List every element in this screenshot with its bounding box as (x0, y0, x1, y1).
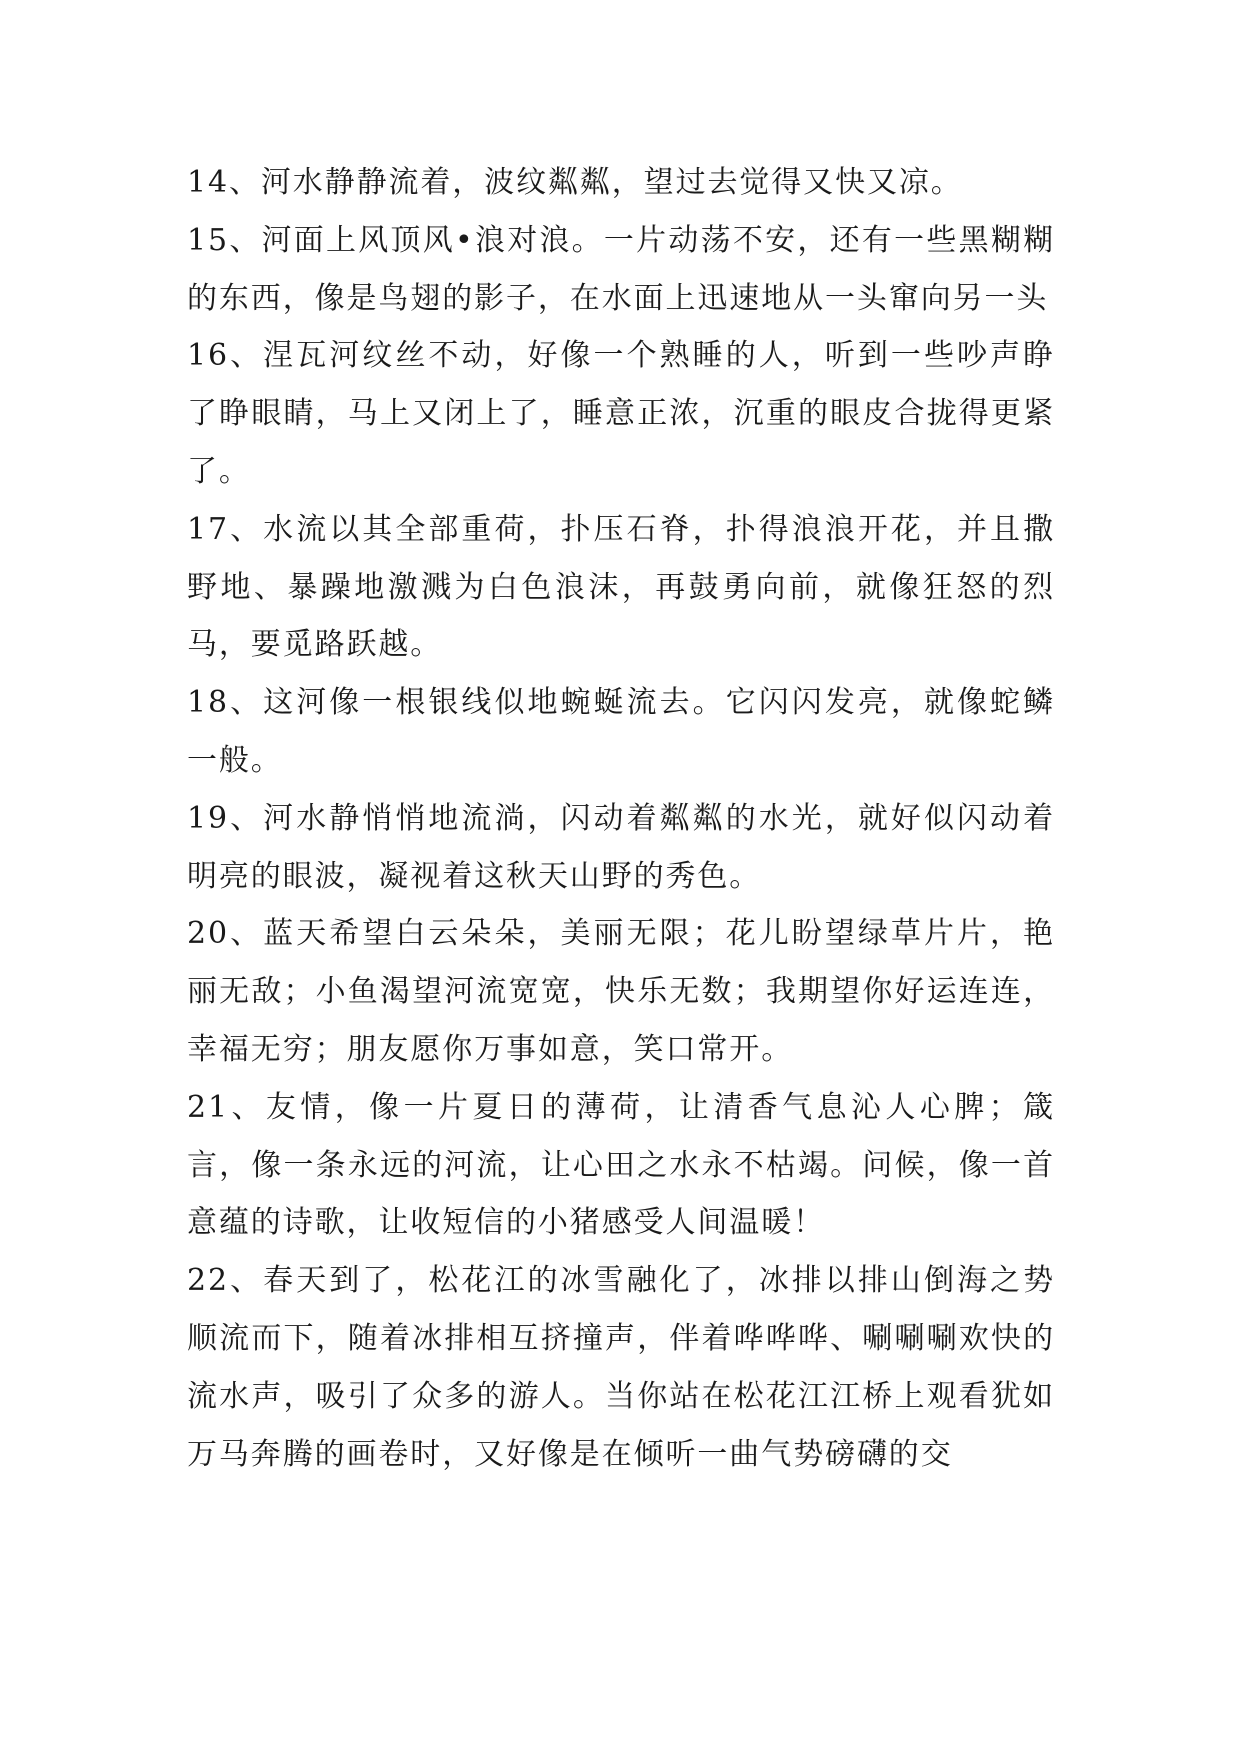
paragraph-20: 20、蓝天希望白云朵朵，美丽无限；花儿盼望绿草片片，艳丽无敌；小鱼渴望河流宽宽，快乐无数；我期望你好运连连，幸福无穷；朋友愿你万事如意，笑口常开。 (187, 916, 1055, 1067)
paragraph-19: 19、河水静悄悄地流淌，闪动着粼粼的水光，就好似闪动着明亮的眼波，凝视着这秋天山野的秀色。 (187, 800, 1055, 894)
paragraph-21: 21、友情，像一片夏日的薄荷，让清香气息沁人心脾；箴言，像一条永远的河流，让心田之水永不枯竭。问候，像一首意蕴的诗歌，让收短信的小猪感受人间温暖！ (187, 1089, 1055, 1241)
paragraph-17: 17、水流以其全部重荷，扑压石脊，扑得浪浪开花，并且撒野地、暴躁地激溅为白色浪沫，再鼓勇向前，就像狂怒的烈马，要觅路跃越。 (187, 511, 1055, 663)
paragraph-16: 16、涅瓦河纹丝不动，好像一个熟睡的人，听到一些吵声睁了睁眼睛，马上又闭上了，睡意正浓，沉重的眼皮合拢得更紧了。 (187, 338, 1055, 489)
paragraph-14: 14、河水静静流着，波纹粼粼，望过去觉得又快又凉。 (187, 165, 963, 200)
document-body (187, 154, 1055, 1483)
paragraph-22: 22、春天到了，松花江的冰雪融化了，冰排以排山倒海之势顺流而下，随着冰排相互挤撞声，伴着哗哗哗、唰唰唰欢快的流水声，吸引了众多的游人。当你站在松花江江桥上观看犹如万马奔腾的画卷时，又好像是在倾听一曲气势磅礴的交 (187, 1263, 1055, 1472)
paragraph-15: 15、河面上风顶风•浪对浪。一片动荡不安，还有一些黑糊糊的东西，像是鸟翅的影子，在水面上迅速地从一头窜向另一头 (187, 222, 1055, 316)
paragraph-18: 18、这河像一根银线似地蜿蜒流去。它闪闪发亮，就像蛇鳞一般。 (187, 685, 1055, 778)
